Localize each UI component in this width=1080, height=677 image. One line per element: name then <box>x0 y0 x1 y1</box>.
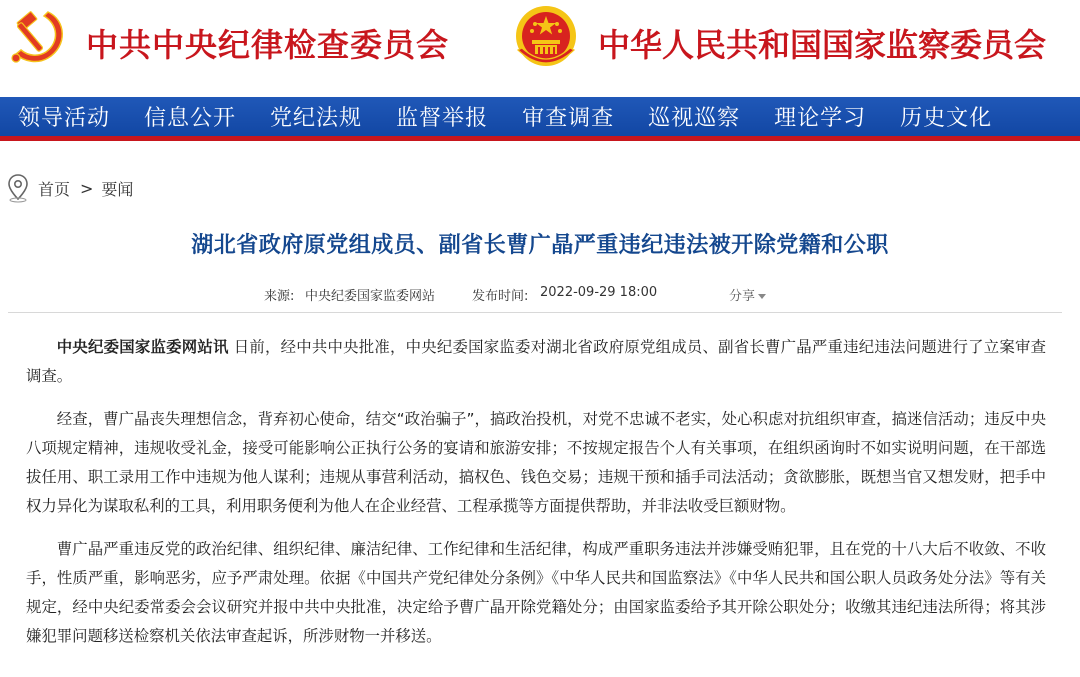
national-emblem-icon[interactable] <box>508 2 584 74</box>
location-pin-icon <box>6 173 30 203</box>
article-title: 湖北省政府原党组成员、副省长曹广晶严重违纪违法被开除党籍和公职 <box>191 233 889 258</box>
nav-item-leadership[interactable]: 领导活动 <box>18 106 111 131</box>
article-paragraph <box>26 333 1046 391</box>
breadcrumb-separator: > <box>80 178 94 198</box>
article-meta <box>0 285 1080 305</box>
nav-item-history[interactable]: 历史文化 <box>900 106 993 131</box>
breadcrumb-home-link[interactable]: 首页 <box>38 179 71 199</box>
nav-item-regulations[interactable]: 党纪法规 <box>270 106 363 131</box>
source-label: 来源: <box>264 289 295 304</box>
article-paragraph <box>26 405 1046 521</box>
party-emblem-icon[interactable] <box>8 6 72 66</box>
paragraph-text: 曹广晶严重违反党的政治纪律、组织纪律、廉洁纪律、工作纪律和生活纪律，构成严重职务违法并涉嫌受贿犯罪，且在党的十八大后不收敛、不收手，性质严重，影响恶劣，应予严肃处理。依据《中国共产党纪律处分条例》《中华人民共和国监察法》《中华人民共和国公职人员政务处分法》等有关规定，经中央纪委常委会会议研究并报中共中央批准，决定给予曹广晶开除党籍处分；由国家监委给予其开除公职处分；收缴其违纪违法所得；将其涉嫌犯罪问题移送检察机关依法审查起诉，所涉财物一并移送。 <box>26 540 1046 645</box>
nav-item-inspection[interactable]: 巡视巡察 <box>648 106 741 131</box>
nav-item-report[interactable]: 监督举报 <box>396 106 489 131</box>
main-nav <box>0 97 1080 141</box>
caret-down-icon <box>758 294 766 299</box>
paragraph-text: 日前，经中共中央批准，中央纪委国家监委对湖北省政府原党组成员、副省长曹广晶严重违纪违法问题进行了立案审查调查。 <box>26 338 1046 385</box>
nav-item-theory[interactable]: 理论学习 <box>774 106 867 131</box>
breadcrumb-current[interactable]: 要闻 <box>101 179 134 199</box>
nav-list <box>0 97 1080 136</box>
publish-time-value: 2022-09-29 18:00 <box>540 285 658 300</box>
article-body <box>26 333 1046 665</box>
share-label: 分享 <box>729 289 756 304</box>
meta-divider <box>8 312 1062 313</box>
site-title-right[interactable]: 中华人民共和国国家监察委员会 <box>598 26 1047 64</box>
nav-item-investigation[interactable]: 审查调查 <box>522 106 615 131</box>
share-button[interactable] <box>729 285 766 304</box>
article-paragraph <box>26 535 1046 651</box>
article-lead: 中央纪委国家监委网站讯 <box>56 338 229 356</box>
site-header <box>0 0 1080 97</box>
source-value: 中央纪委国家监委网站 <box>305 289 436 304</box>
nav-item-info-disclosure[interactable]: 信息公开 <box>144 106 237 131</box>
publish-time-label: 发布时间: <box>472 289 529 304</box>
breadcrumb <box>6 173 133 203</box>
paragraph-text: 经查，曹广晶丧失理想信念，背弃初心使命，结交“政治骗子”，搞政治投机，对党不忠诚不老实，处心积虑对抗组织审查，搞迷信活动；违反中央八项规定精神，违规收受礼金，接受可能影响公正执行公务的宴请和旅游安排；不按规定报告个人有关事项，在组织函询时不如实说明问题，在干部选拔任用、职工录用工作中违规为他人谋利；违规从事营利活动，搞权色、钱色交易；违规干预和插手司法活动；贪欲膨胀，既想当官又想发财，把手中权力异化为谋取私利的工具，利用职务便利为他人在企业经营、工程承揽等方面提供帮助，并非法收受巨额财物。 <box>26 410 1046 515</box>
site-title-left[interactable]: 中共中央纪律检查委员会 <box>86 26 450 64</box>
